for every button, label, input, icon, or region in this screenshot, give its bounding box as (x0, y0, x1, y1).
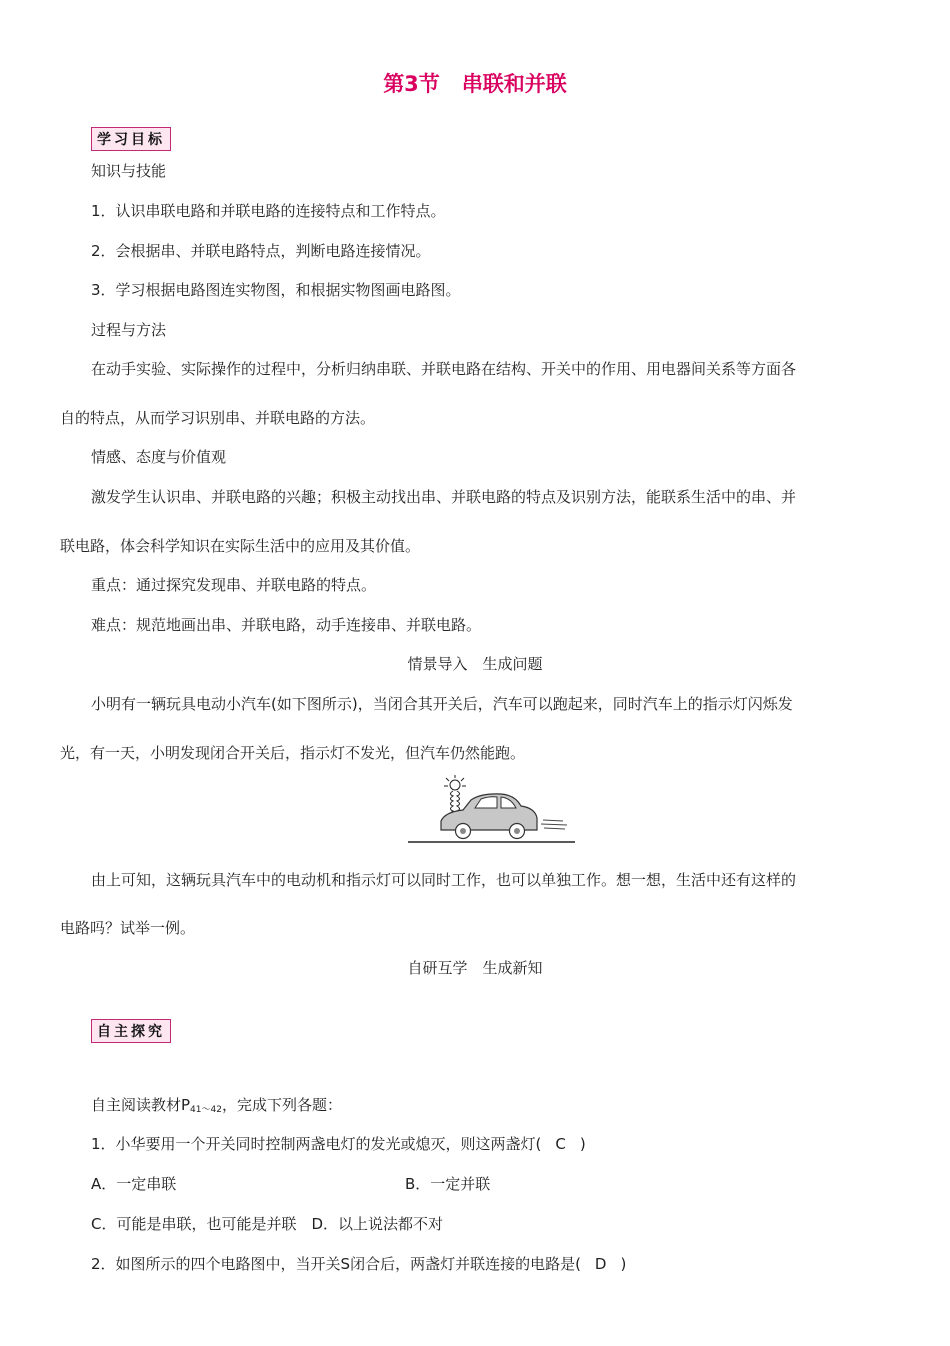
emotion-paragraph-line-2: 联电路，体会科学知识在实际生活中的应用及其价值。 (60, 537, 421, 555)
section-name: 串联和并联 (461, 72, 567, 96)
study-heading: 自研互学 生成新知 (407, 959, 543, 977)
reading-instruction-prefix: 自主阅读教材P (91, 1096, 191, 1114)
scene-paragraph-line-2: 光，有一天，小明发现闭合开关后，指示灯不发光，但汽车仍然能跑。 (60, 744, 526, 762)
reflection-line-1: 由上可知，这辆玩具汽车中的电动机和指示灯可以同时工作，也可以单独工作。想一想，生活中还有这样的 (91, 871, 797, 889)
key-point: 重点：通过探究发现串、并联电路的特点。 (91, 576, 377, 594)
question-1-option-cd: C．可能是串联，也可能是并联 D．以上说法都不对 (91, 1215, 444, 1233)
question-1-option-a: A．一定串联 (91, 1175, 177, 1193)
emotion-paragraph-line-1: 激发学生认识串、并联电路的兴趣；积极主动找出串、并联电路的特点及识别方法，能联系生活中的串、并 (91, 488, 797, 506)
process-paragraph-line-1: 在动手实验、实际操作的过程中，分析归纳串联、并联电路在结构、开关中的作用、用电器间关系等方面各 (91, 360, 797, 378)
question-2-answer: D (594, 1255, 607, 1273)
question-2 (91, 1253, 626, 1274)
self-explore-badge: 自主探究 (91, 1019, 171, 1043)
question-1-answer: C (555, 1135, 566, 1153)
reading-instruction-suffix: ，完成下列各题： (221, 1096, 342, 1114)
question-1-text: 1．小华要用一个开关同时控制两盏电灯的发光或熄灭，则这两盏灯( (91, 1135, 542, 1153)
page-range: 41～42 (190, 1105, 222, 1115)
section-number: 第3节 (383, 72, 440, 96)
toy-car-illustration (405, 774, 577, 846)
scene-paragraph-line-1: 小明有一辆玩具电动小汽车(如下图所示)，当闭合其开关后，汽车可以跑起来，同时汽车上的指示灯闪烁发 (91, 695, 793, 713)
knowledge-item-1: 1．认识串联电路和并联电路的连接特点和工作特点。 (91, 202, 446, 220)
question-2-close: ) (620, 1255, 627, 1273)
learning-goals-badge: 学习目标 (91, 127, 171, 151)
reading-instruction (91, 1094, 342, 1115)
motion-lines (541, 820, 567, 829)
process-heading: 过程与方法 (91, 321, 167, 339)
page-title (0, 68, 950, 98)
car-body (441, 794, 537, 839)
process-paragraph-line-2: 自的特点，从而学习识别串、并联电路的方法。 (60, 409, 376, 427)
question-1 (91, 1133, 586, 1154)
question-2-text: 2．如图所示的四个电路图中，当开关S闭合后，两盏灯并联连接的电路是( (91, 1255, 581, 1273)
question-1-close: ) (579, 1135, 586, 1153)
knowledge-item-2: 2．会根据串、并联电路特点，判断电路连接情况。 (91, 242, 431, 260)
reflection-line-2: 电路吗？试举一例。 (60, 919, 196, 937)
scene-heading: 情景导入 生成问题 (407, 655, 543, 673)
question-1-option-b: B．一定并联 (405, 1175, 491, 1193)
knowledge-heading: 知识与技能 (91, 162, 167, 180)
knowledge-item-3: 3．学习根据电路图连实物图，和根据实物图画电路图。 (91, 281, 461, 299)
emotion-heading: 情感、态度与价值观 (91, 448, 227, 466)
difficulty: 难点：规范地画出串、并联电路，动手连接串、并联电路。 (91, 616, 482, 634)
